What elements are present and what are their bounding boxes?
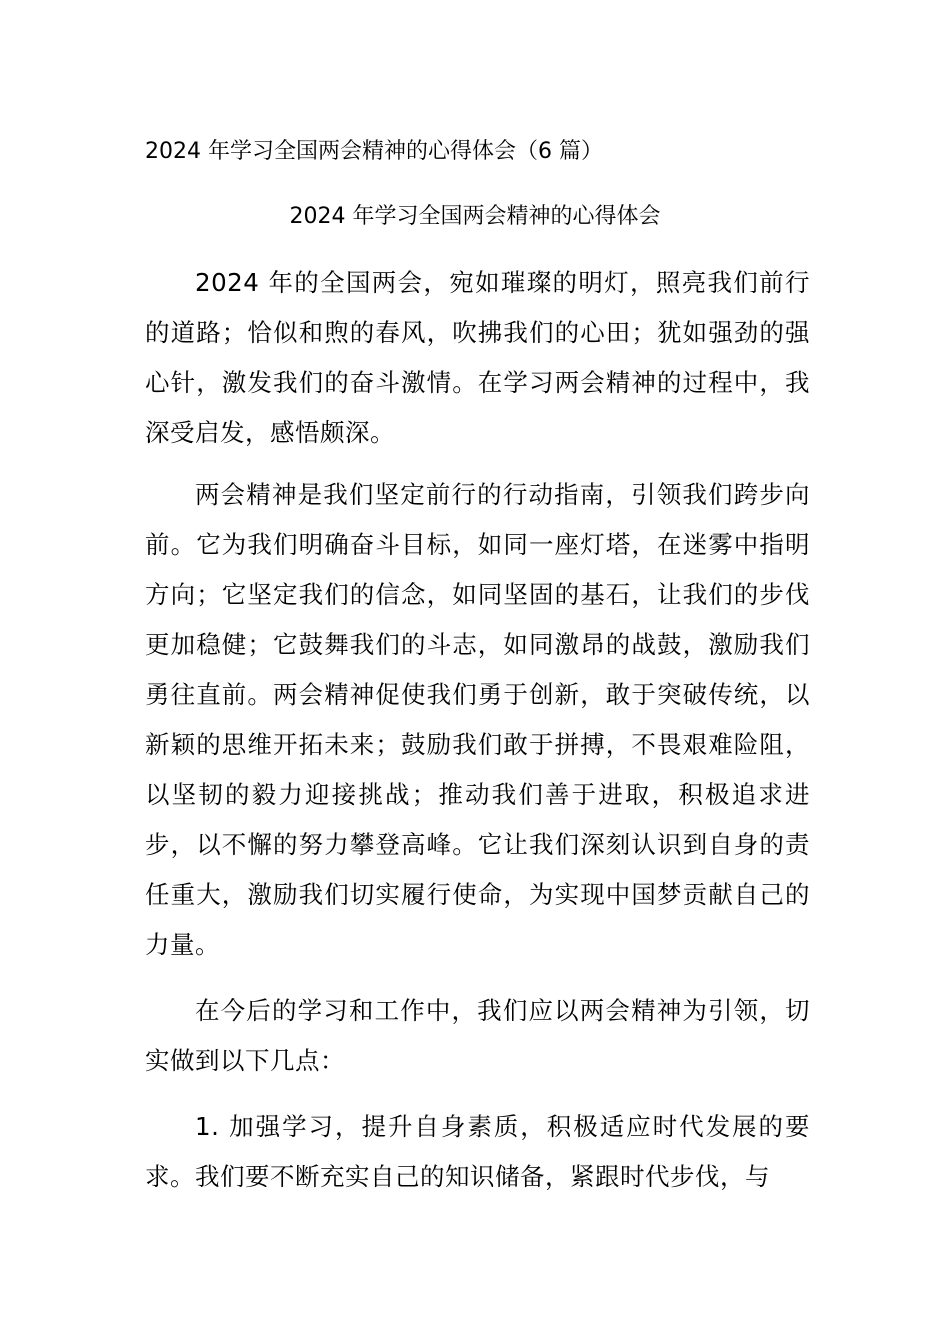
document-title: 2024 年学习全国两会精神的心得体会（6 篇） bbox=[145, 139, 603, 164]
paragraph-guidance: 两会精神是我们坚定前行的行动指南，引领我们跨步向前。它为我们明确奋斗目标，如同一座灯塔，在迷雾中指明方向；它坚定我们的信念，如同坚固的基石，让我们的步伐更加稳健；它鼓舞我们的斗志，如同激昂的战鼓，激励我们勇往直前。两会精神促使我们勇于创新，敢于突破传统，以新颖的思维开拓未来；鼓励我们敢于拼搏，不畏艰难险阻，以坚韧的毅力迎接挑战；推动我们善于进取，积极追求进步，以不懈的努力攀登高峰。它让我们深刻认识到自身的责任重大，激励我们切实履行使命，为实现中国梦贡献自己的力量。 bbox=[145, 480, 810, 959]
list-item-study: 1. 加强学习，提升自身素质，积极适应时代发展的要求。我们要不断充实自己的知识储备，紧跟时代步伐，与 bbox=[145, 1112, 810, 1191]
paragraph-future: 在今后的学习和工作中，我们应以两会精神为引领，切实做到以下几点： bbox=[145, 996, 810, 1075]
document-subtitle: 2024 年学习全国两会精神的心得体会 bbox=[289, 204, 661, 229]
paragraph-intro: 2024 年的全国两会，宛如璀璨的明灯，照亮我们前行的道路；恰似和煦的春风，吹拂我们的心田；犹如强劲的强心针，激发我们的奋斗激情。在学习两会精神的过程中，我深受启发，感悟颇深。 bbox=[145, 268, 810, 447]
